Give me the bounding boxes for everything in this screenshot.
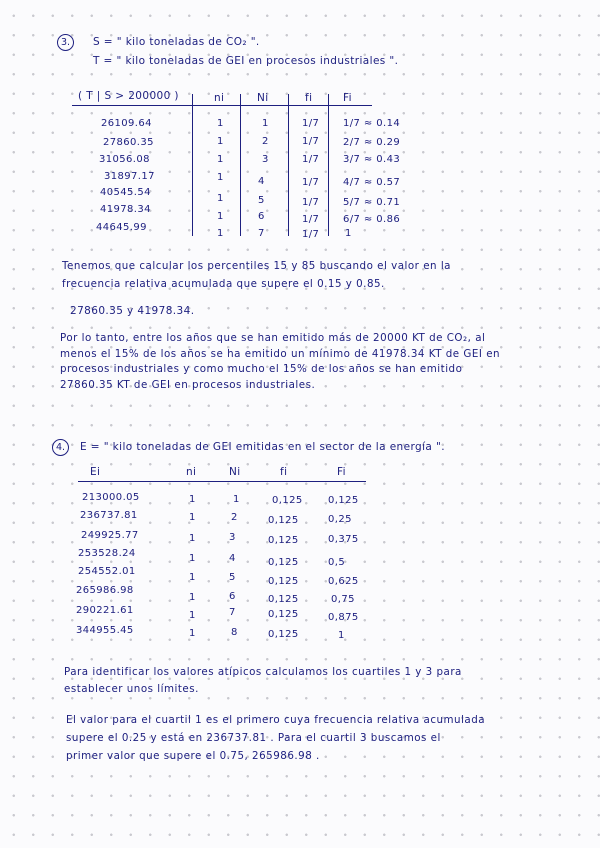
table-3-row-7-ni: 1: [217, 228, 224, 239]
table-3-row-4-value: 31897.17: [104, 171, 155, 182]
table-4-row-1-fi: 0,125: [272, 495, 303, 506]
section-4-number: 4.: [52, 439, 69, 456]
table-3-row-3-fi: 1/7: [302, 154, 320, 165]
table-3-row-4-ni: 1: [217, 172, 224, 183]
table-4-row-3-Fi: 0,375: [328, 534, 359, 545]
table-3-col-rule-2: [240, 94, 241, 236]
table-3-row-6-Fi: 6/7 ≈ 0.86: [343, 214, 401, 225]
section-4-paragraph-1-line-2: establecer unos límites.: [64, 683, 199, 695]
table-4-row-7-Fi: 0,875: [328, 612, 359, 623]
table-3-row-5-Fi: 5/7 ≈ 0.71: [343, 197, 401, 208]
table-4-row-1-value: 213000.05: [82, 492, 140, 503]
table-4-row-2-ni: 1: [189, 512, 196, 523]
table-4-row-7-value: 290221.61: [76, 605, 134, 616]
table-3-row-3-value: 31056.08: [99, 154, 150, 165]
table-3-row-4-fi: 1/7: [302, 177, 320, 188]
table-4-row-2-Fi: 0,25: [328, 514, 352, 525]
table-3-row-6-fi: 1/7: [302, 214, 320, 225]
table-3-row-5-value: 40545.54: [100, 187, 151, 198]
table-3-row-2-Ni: 2: [262, 136, 269, 147]
table-4-row-6-fi: 0,125: [268, 594, 299, 605]
table-3-row-1-Fi: 1/7 ≈ 0.14: [343, 118, 401, 129]
table-3-row-1-fi: 1/7: [302, 118, 320, 129]
section-3-paragraph-1: [62, 258, 451, 293]
section-4-paragraph-2-line-1: El valor para el cuartil 1 es el primero cuya frecuencia relativa acumulada: [66, 714, 486, 726]
table-3-header-fi: fi: [305, 92, 313, 104]
table-4-row-4-Ni: 4: [229, 553, 236, 564]
table-4-row-6-Fi: 0,75: [331, 594, 355, 605]
table-4-row-7-Ni: 7: [229, 607, 236, 618]
table-3-row-2-ni: 1: [217, 136, 224, 147]
table-3-row-7-Ni: 7: [258, 228, 265, 239]
table-3-col-rule-4: [328, 94, 329, 236]
table-4-row-4-value: 253528.24: [78, 548, 136, 559]
table-4-header-rule: [78, 481, 366, 482]
table-4-header-fi: fi: [280, 466, 288, 478]
section-4-paragraph-1: [64, 664, 462, 698]
table-3-header-ni: ni: [214, 92, 225, 104]
table-4-header-ni: ni: [186, 466, 197, 478]
table-3-row-4-Fi: 4/7 ≈ 0.57: [343, 177, 401, 188]
table-4-row-5-value: 254552.01: [78, 566, 136, 577]
table-4-row-7-fi: 0,125: [268, 609, 299, 620]
table-4-row-1-Fi: 0,125: [328, 495, 359, 506]
table-3-col-rule-1: [192, 94, 193, 236]
table-3-row-7-value: 44645.99: [96, 222, 147, 233]
table-3-col-rule-3: [288, 94, 289, 236]
table-4-row-2-value: 236737.81: [80, 510, 138, 521]
table-4-row-4-fi: 0,125: [268, 557, 299, 568]
table-3-row-6-value: 41978.34: [100, 204, 151, 215]
definition-s: S = " kilo toneladas de CO₂ ".: [93, 36, 260, 48]
table-3-row-4-Ni: 4: [258, 176, 265, 187]
table-4-row-7-ni: 1: [189, 610, 196, 621]
table-4-header-var: Ei: [90, 466, 101, 478]
table-3-row-1-ni: 1: [217, 118, 224, 129]
table-4-row-3-Ni: 3: [229, 532, 236, 543]
table-4-row-2-fi: 0,125: [268, 515, 299, 526]
table-3-row-1-value: 26109.64: [101, 118, 152, 129]
table-3-row-2-fi: 1/7: [302, 136, 320, 147]
table-4-row-2-Ni: 2: [231, 512, 238, 523]
table-3-row-3-Fi: 3/7 ≈ 0.43: [343, 154, 401, 165]
section-3-number: 3.: [57, 34, 74, 51]
table-4-row-8-value: 344955.45: [76, 625, 134, 636]
definition-t: T = " kilo toneladas de GEI en procesos industriales ".: [93, 55, 399, 67]
table-4-header-Fi: Fi: [337, 466, 346, 478]
table-4-row-3-fi: 0,125: [268, 535, 299, 546]
table-4-row-6-value: 265986.98: [76, 585, 134, 596]
section-3-paragraph-2-line-4: 27860.35 KT de GEI en procesos industriales.: [60, 378, 316, 391]
table-4-row-8-ni: 1: [189, 628, 196, 639]
section-3-paragraph-1-line-1: Tenemos que calcular los percentiles 15 y 85 buscando el valor en la: [62, 260, 451, 272]
table-3-header-Fi: Fi: [343, 92, 352, 104]
section-3-paragraph-2: [60, 331, 500, 393]
table-3-row-2-Fi: 2/7 ≈ 0.29: [343, 137, 401, 148]
table-4-row-6-ni: 1: [189, 592, 196, 603]
table-3-header-rule: [72, 105, 372, 106]
table-3-header-Ni: Ni: [257, 92, 269, 104]
table-4-row-8-Ni: 8: [231, 627, 238, 638]
section-3-paragraph-2-line-1: Por lo tanto, entre los años que se han emitido más de 20000 KT de CO₂, al: [60, 332, 486, 344]
table-3-row-5-ni: 1: [217, 193, 224, 204]
section-3-paragraph-2-line-3: procesos industriales y como mucho el 15% de los años se han emitido: [60, 363, 463, 375]
section-4-paragraph-1-line-1: Para identificar los valores atípicos calculamos los cuartiles 1 y 3 para: [64, 666, 462, 678]
table-3-row-7-Fi: 1: [345, 228, 352, 239]
table-4-row-5-Ni: 5: [229, 572, 236, 583]
section-3-paragraph-2-line-2: menos el 15% de los años se ha emitido un mínimo de 41978.34 KT de GEI en: [60, 347, 501, 360]
table-4-row-4-Fi: 0,5: [328, 557, 346, 568]
table-3-row-3-ni: 1: [217, 154, 224, 165]
table-3-row-5-Ni: 5: [258, 195, 265, 206]
section-4-paragraph-2-line-2: supere el 0.25 y está en 236737.81 . Para el cuartil 3 buscamos el: [66, 732, 441, 744]
table-3-row-6-Ni: 6: [258, 211, 265, 222]
table-4-row-4-ni: 1: [189, 553, 196, 564]
table-4-row-5-fi: 0,125: [268, 576, 299, 587]
table-4-row-8-fi: 0,125: [268, 629, 299, 640]
table-4-row-6-Ni: 6: [229, 591, 236, 602]
table-4-row-8-Fi: 1: [338, 630, 345, 641]
section-4-paragraph-2-line-3: primer valor que supere el 0.75, 265986.98 .: [66, 750, 320, 762]
table-3-row-5-fi: 1/7: [302, 197, 320, 208]
table-3-row-2-value: 27860.35: [103, 137, 154, 148]
table-4-row-1-Ni: 1: [233, 494, 240, 505]
table-4-row-5-Fi: 0,625: [328, 576, 359, 587]
definition-e: E = " kilo toneladas de GEI emitidas en el sector de la energía ".: [80, 441, 445, 453]
table-4-row-3-value: 249925.77: [81, 530, 139, 541]
table-4-row-3-ni: 1: [189, 533, 196, 544]
section-3-result: 27860.35 y 41978.34.: [70, 305, 195, 317]
table-4-row-5-ni: 1: [189, 572, 196, 583]
table-4-row-1-ni: 1: [189, 494, 196, 505]
table-3-header-var: ( T | S > 200000 ): [78, 90, 179, 102]
section-4-paragraph-2: [66, 711, 485, 765]
section-3-paragraph-1-line-2: frecuencia relativa acumulada que supere el 0.15 y 0.85.: [62, 277, 385, 290]
table-3-row-3-Ni: 3: [262, 154, 269, 165]
table-3-row-6-ni: 1: [217, 211, 224, 222]
table-4-header-Ni: Ni: [229, 466, 241, 478]
table-3-row-7-fi: 1/7: [302, 229, 320, 240]
table-3-row-1-Ni: 1: [262, 118, 269, 129]
